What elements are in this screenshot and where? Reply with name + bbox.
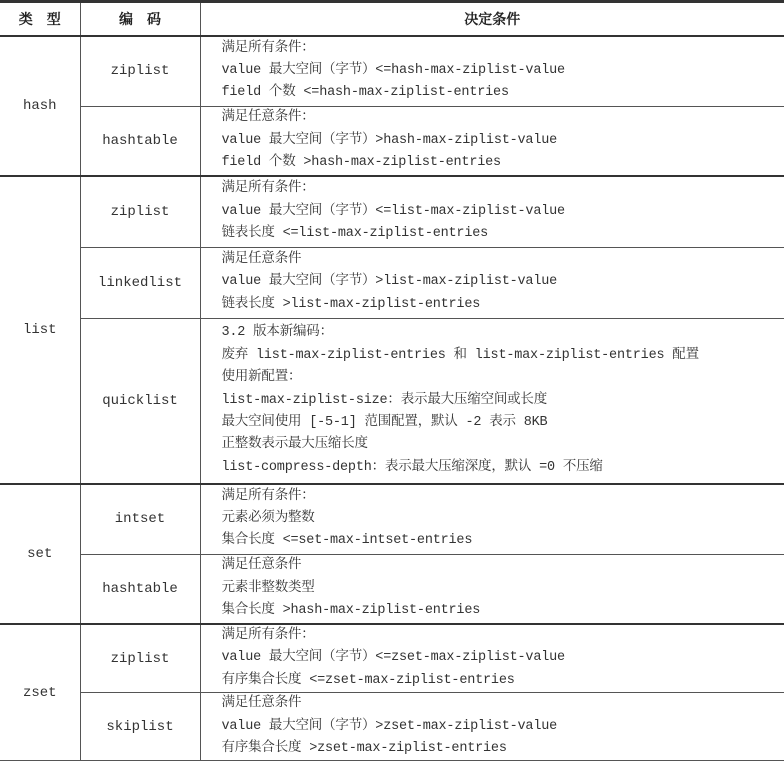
condition-line: 满足任意条件 <box>222 693 784 715</box>
condition-line: 废弃 list-max-ziplist-entries 和 list-max-ziplist-entries 配置 <box>222 345 784 367</box>
condition-line: 有序集合长度 <=zset-max-ziplist-entries <box>222 670 784 692</box>
type-cell: zset <box>0 624 80 761</box>
condition-line: value 最大空间（字节）>list-max-ziplist-value <box>222 271 784 293</box>
condition-line: 满足所有条件： <box>222 178 784 200</box>
condition-line: 链表长度 >list-max-ziplist-entries <box>222 294 784 316</box>
condition-cell <box>200 176 784 247</box>
encoding-cell: quicklist <box>80 318 200 484</box>
condition-cell <box>200 318 784 484</box>
condition-line: 正整数表示最大压缩长度 <box>222 434 784 456</box>
condition-cell <box>200 624 784 693</box>
condition-cell <box>200 247 784 318</box>
condition-line: 满足所有条件： <box>222 486 784 508</box>
condition-line: 满足所有条件： <box>222 625 784 647</box>
condition-cell <box>200 36 784 106</box>
condition-cell <box>200 106 784 176</box>
table-row <box>0 176 784 247</box>
type-cell: set <box>0 484 80 624</box>
condition-line: 元素非整数类型 <box>222 578 784 600</box>
condition-line: 满足任意条件： <box>222 107 784 129</box>
encoding-cell: ziplist <box>80 36 200 106</box>
table-row <box>0 693 784 761</box>
encoding-cell: hashtable <box>80 106 200 176</box>
table-row <box>0 624 784 693</box>
condition-line: 有序集合长度 >zset-max-ziplist-entries <box>222 738 784 760</box>
condition-line: 使用新配置： <box>222 367 784 389</box>
condition-cell <box>200 484 784 554</box>
condition-line: value 最大空间（字节）<=list-max-ziplist-value <box>222 201 784 223</box>
condition-line: list-max-ziplist-size：表示最大压缩空间或长度 <box>222 390 784 412</box>
condition-cell <box>200 554 784 624</box>
condition-line: 元素必须为整数 <box>222 508 784 530</box>
type-cell: hash <box>0 36 80 176</box>
header-condition: 决定条件 <box>200 2 784 37</box>
encoding-cell: skiplist <box>80 693 200 761</box>
condition-line: value 最大空间（字节）<=zset-max-ziplist-value <box>222 647 784 669</box>
table-row <box>0 318 784 484</box>
encoding-cell: intset <box>80 484 200 554</box>
condition-line: 最大空间使用 [-5-1] 范围配置，默认 -2 表示 8KB <box>222 412 784 434</box>
encoding-cell: ziplist <box>80 624 200 693</box>
condition-line: list-compress-depth：表示最大压缩深度，默认 =0 不压缩 <box>222 457 784 479</box>
table-row <box>0 484 784 554</box>
header-encoding: 编 码 <box>80 2 200 37</box>
table-row <box>0 106 784 176</box>
encoding-cell: linkedlist <box>80 247 200 318</box>
type-cell: list <box>0 176 80 484</box>
condition-line: 3.2 版本新编码： <box>222 322 784 344</box>
condition-line: 满足任意条件 <box>222 555 784 577</box>
table-row <box>0 36 784 106</box>
condition-line: field 个数 >hash-max-ziplist-entries <box>222 152 784 174</box>
encoding-cell: hashtable <box>80 554 200 624</box>
condition-line: 满足任意条件 <box>222 249 784 271</box>
table-body <box>0 36 784 761</box>
condition-line: value 最大空间（字节）>hash-max-ziplist-value <box>222 130 784 152</box>
condition-line: 链表长度 <=list-max-ziplist-entries <box>222 223 784 245</box>
condition-line: 集合长度 <=set-max-intset-entries <box>222 530 784 552</box>
condition-line: 集合长度 >hash-max-ziplist-entries <box>222 600 784 622</box>
condition-line: 满足所有条件： <box>222 38 784 60</box>
encoding-cell: ziplist <box>80 176 200 247</box>
header-row <box>0 2 784 37</box>
condition-line: field 个数 <=hash-max-ziplist-entries <box>222 82 784 104</box>
condition-cell <box>200 693 784 761</box>
condition-line: value 最大空间（字节）<=hash-max-ziplist-value <box>222 60 784 82</box>
condition-line: value 最大空间（字节）>zset-max-ziplist-value <box>222 716 784 738</box>
table-row <box>0 247 784 318</box>
header-type: 类 型 <box>0 2 80 37</box>
table-row <box>0 554 784 624</box>
